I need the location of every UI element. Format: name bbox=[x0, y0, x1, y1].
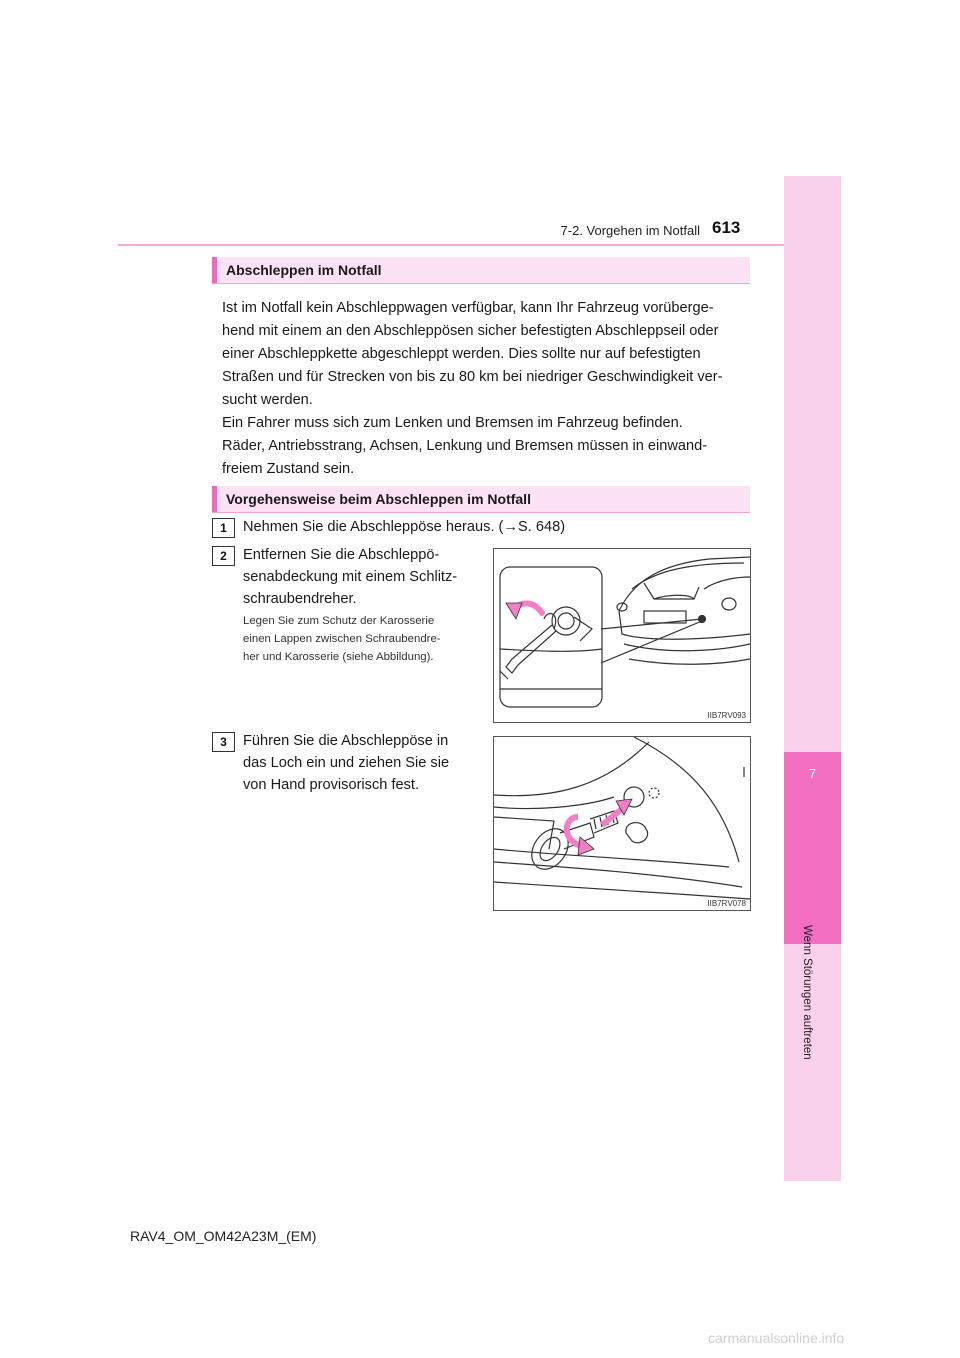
header-section-title: 7-2. Vorgehen im Notfall bbox=[560, 223, 700, 238]
section-body-text bbox=[222, 297, 749, 481]
note-line: Legen Sie zum Schutz der Karosserie bbox=[243, 615, 435, 627]
heading-accent-bar bbox=[212, 257, 217, 283]
illustration-tow-eye-install bbox=[494, 737, 750, 910]
step-1-text bbox=[243, 516, 743, 538]
body-line: sucht werden. bbox=[222, 392, 313, 408]
step-line: das Loch ein und ziehen Sie sie bbox=[243, 755, 450, 771]
step-line: Führen Sie die Abschleppöse in bbox=[243, 733, 449, 749]
chapter-number: 7 bbox=[808, 766, 817, 781]
step-line: von Hand provisorisch fest. bbox=[243, 777, 420, 793]
body-line: Ist im Notfall kein Abschleppwagen verfügbar, kann Ihr Fahrzeug vorüberge- bbox=[222, 300, 714, 316]
body-line: hend mit einem an den Abschleppösen sicher befestigten Abschleppseil oder bbox=[222, 323, 719, 339]
section-title: Vorgehensweise beim Abschleppen im Notfall bbox=[226, 491, 531, 507]
step-2-text bbox=[243, 544, 477, 610]
step-2-note bbox=[243, 612, 477, 666]
section-title: Abschleppen im Notfall bbox=[226, 262, 382, 278]
illustration-front-bumper-cover bbox=[494, 549, 750, 722]
section-heading-emergency-towing bbox=[212, 257, 750, 284]
body-line: Räder, Antriebsstrang, Achsen, Lenkung und Bremsen müssen in einwand- bbox=[222, 438, 708, 454]
figure-code: IIB7RV078 bbox=[707, 899, 746, 908]
body-line: einer Abschleppkette abgeschleppt werden. Dies sollte nur auf befestigten bbox=[222, 346, 701, 362]
document-code: RAV4_OM_OM42A23M_(EM) bbox=[130, 1228, 317, 1244]
figure-install-tow-eye bbox=[493, 736, 751, 911]
step-3-text bbox=[243, 730, 477, 796]
watermark: carmanualsonline.info bbox=[708, 1330, 845, 1346]
body-line: Ein Fahrer muss sich zum Lenken und Bremsen im Fahrzeug befinden. bbox=[222, 415, 683, 431]
step-line: schraubendreher. bbox=[243, 591, 357, 607]
chapter-side-label: Wenn Störungen auftreten bbox=[801, 925, 813, 1060]
page-number: 613 bbox=[712, 218, 741, 237]
step-number-3: 3 bbox=[212, 732, 235, 752]
step-line: Nehmen Sie die Abschleppöse heraus. (→S. 648) bbox=[243, 519, 566, 535]
figure-code: IIB7RV093 bbox=[707, 711, 746, 720]
body-line: freiem Zustand sein. bbox=[222, 461, 355, 477]
header-rule bbox=[118, 244, 784, 246]
step-number-1: 1 bbox=[212, 518, 235, 538]
heading-accent-bar bbox=[212, 486, 217, 512]
figure-remove-tow-eye-cover bbox=[493, 548, 751, 723]
step-line: senabdeckung mit einem Schlitz- bbox=[243, 569, 458, 585]
body-line: Straßen und für Strecken von bis zu 80 km bei niedriger Geschwindigkeit ver- bbox=[222, 369, 723, 385]
note-line: her und Karosserie (siehe Abbildung). bbox=[243, 651, 434, 663]
step-line: Entfernen Sie die Abschleppö- bbox=[243, 547, 440, 563]
note-line: einen Lappen zwischen Schraubendre- bbox=[243, 633, 441, 645]
section-heading-towing-procedure bbox=[212, 486, 750, 513]
step-number-2: 2 bbox=[212, 546, 235, 566]
